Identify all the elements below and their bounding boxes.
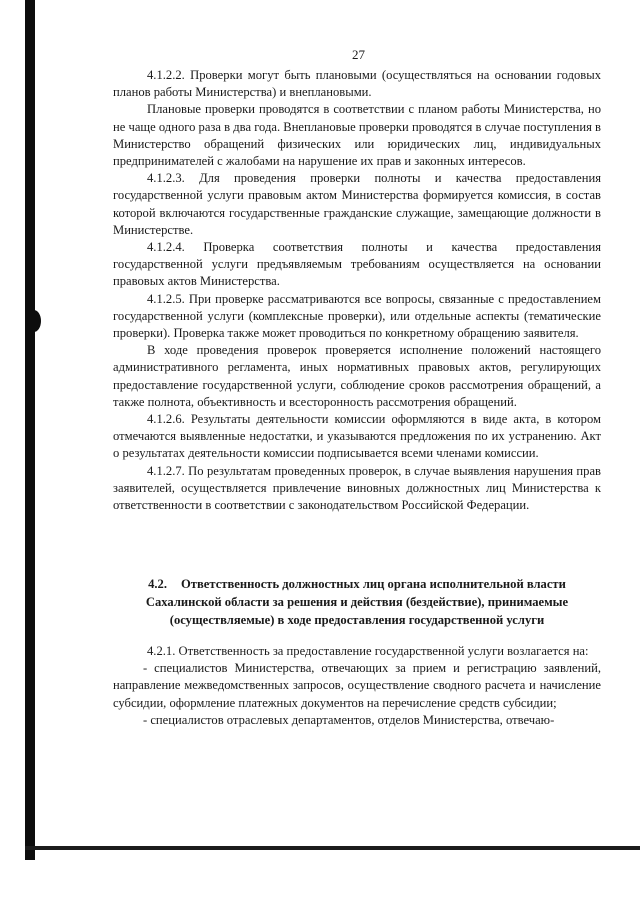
scan-edge-left	[25, 0, 35, 860]
paragraph-4-1-2-6: 4.1.2.6. Результаты деятельности комиссии оформляются в виде акта, в котором отмечаются выявленные недостатки, и указываются предложения по их устранению. Акт о результатах деятельности комиссии подписывается всеми членами комиссии.	[113, 412, 601, 461]
paragraph-4-1-2-5: 4.1.2.5. При проверке рассматриваются все вопросы, связанные с предоставлением государственной услуги (комплексные проверки), или отдельные аспекты (тематические проверки). Проверка также может проводиться по конкретному обращению заявителя.	[113, 291, 601, 341]
paragraph-4-1-2-2: 4.1.2.2. Проверки могут быть плановыми (осуществляться на основании годовых планов работы Министерства) и внеплановыми.	[113, 68, 601, 100]
page-number: 27	[352, 47, 365, 62]
paragraph-check-scope: В ходе проведения проверок проверяется исполнение положений настоящего административного регламента, иных нормативных правовых актов, регулирующих предоставление государственной услуги, соблюдение сроков рассмотрения обращений, а также полнота, объективность и всесторонность рассмотрения обращений.	[113, 343, 601, 409]
section-title: Ответственность должностных лиц органа исполнительной власти Сахалинской области за решения и действия (бездействие), принимаемые (осуществляемые) в ходе предоставления государственной услуги	[145, 577, 569, 627]
list-item-ministry-specialists: - специалистов Министерства, отвечающих за прием и регистрацию заявлений, направление межведомственных запросов, осуществление сводного расчета и начисление субсидии, оформление платежных документов на перечисление средств субсидии;	[113, 661, 601, 710]
paragraph-4-2-1: 4.2.1. Ответственность за предоставление государственной услуги возлагается на:	[147, 644, 589, 658]
paragraph-4-1-2-4: 4.1.2.4. Проверка соответствия полноты и качества предоставления государственной услуги предъявляемым требованиям осуществляется на основании правовых актов Министерства.	[113, 240, 601, 289]
document-body-continued	[113, 643, 601, 729]
paragraph-planned-checks: Плановые проверки проводятся в соответствии с планом работы Министерства, но не чаще одного раза в два года. Внеплановые проверки проводятся в случае поступления в Министерство обращений физических или юридических лиц, индивидуальных предпринимателей с жалобами на нарушение их прав и законных интересов.	[113, 102, 601, 169]
section-number: 4.2.	[148, 577, 167, 591]
paragraph-4-1-2-3: 4.1.2.3. Для проведения проверки полноты и качества предоставления государственной услуги правовым актом Министерства формируется комиссия, в состав которой включаются государственные гражданские служащие, замещающие должности в Министерстве.	[113, 171, 601, 237]
document-body	[113, 67, 601, 514]
paragraph-4-1-2-7: 4.1.2.7. По результатам проведенных проверок, в случае выявления нарушения прав заявителей, осуществляется привлечение виновных должностных лиц Министерства к ответственности в соответствии с законодательством Российской Федерации.	[113, 463, 601, 513]
section-heading	[113, 576, 601, 629]
binder-hole	[27, 310, 41, 332]
list-item-department-specialists: - специалистов отраслевых департаментов, отделов Министерства, отвечаю-	[143, 712, 555, 727]
scan-edge-bottom	[25, 846, 640, 850]
